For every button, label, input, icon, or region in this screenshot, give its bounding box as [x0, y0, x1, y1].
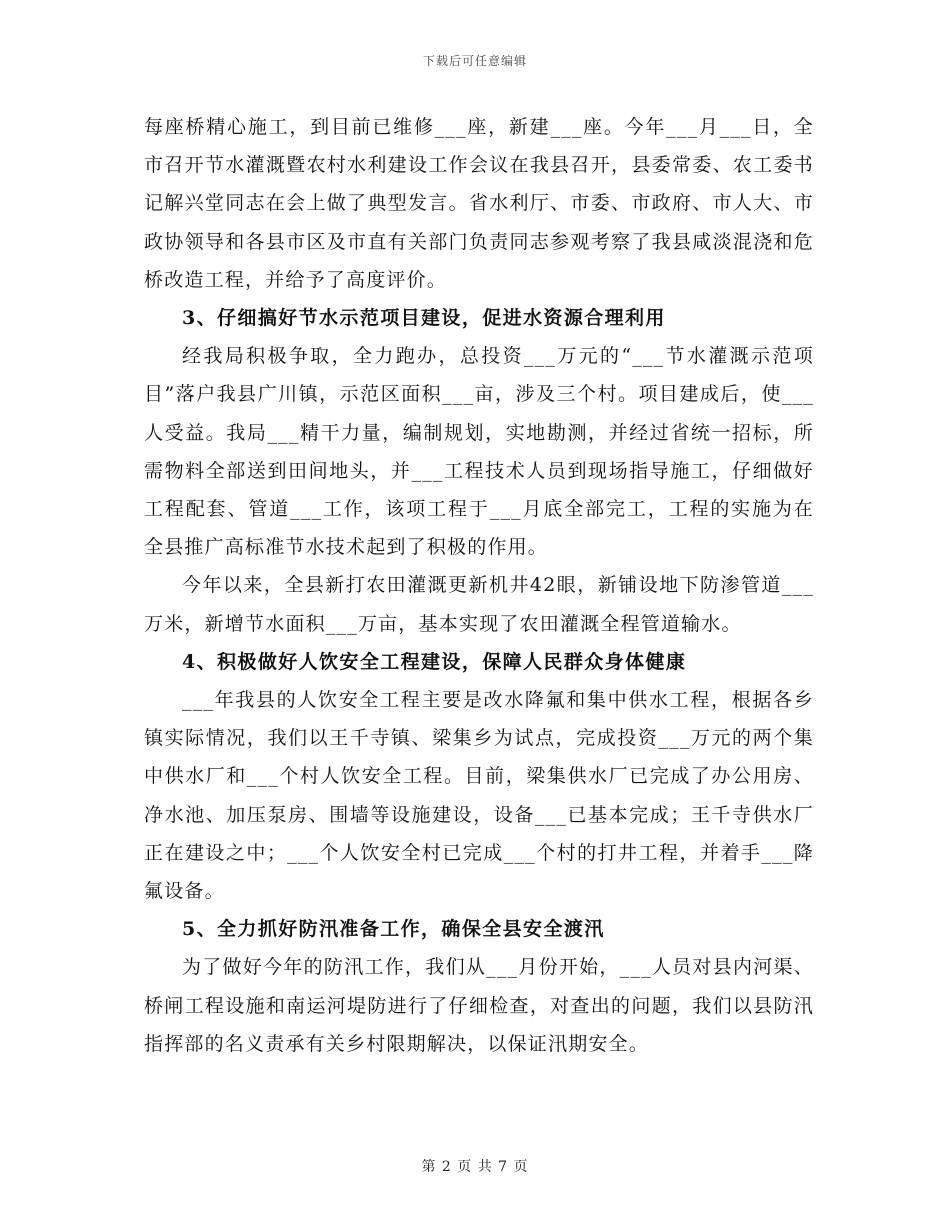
page-number: 第 2 页 共 7 页 [421, 1159, 529, 1175]
paragraph: ___年我县的人饮安全工程主要是改水降氟和集中供水工程，根据各乡镇实际情况，我们以王千寺镇、梁集乡为试点，完成投资___万元的两个集中供水厂和___个村人饮安全工程。目前，梁集供水厂已完成了办公用房、净水池、加压泵房、围墙等设施建设，设备___已基本完成；王千寺供水厂正在建设之中；___个人饮安全村已完成___个村的打井工程，并着手___降氟设备。 [144, 689, 814, 903]
document-body [144, 108, 814, 1063]
paragraph: 每座桥精心施工，到目前已维修___座，新建___座。今年___月___日，全市召开节水灌溉暨农村水利建设工作会议在我县召开，县委常委、农工委书记解兴堂同志在会上做了典型发言。省水利厅、市委、市政府、市人大、市政协领导和各县市区及市直有关部门负责同志参观考察了我县咸淡混浇和危桥改造工程，并给予了高度评价。 [144, 116, 814, 291]
paragraph: 今年以来，全县新打农田灌溉更新机井42眼，新铺设地下防渗管道___万米，新增节水面积___万亩，基本实现了农田灌溉全程管道输水。 [144, 574, 814, 635]
section-heading: 4、积极做好人饮安全工程建设，保障人民群众身体健康 [182, 650, 687, 673]
section-heading: 3、仔细搞好节水示范项目建设，促进水资源合理利用 [182, 307, 666, 330]
page-header: 下载后可任意编辑 [422, 54, 527, 68]
paragraph: 为了做好今年的防汛工作，我们从___月份开始，___人员对县内河渠、桥闸工程设施和南运河堤防进行了仔细检查，对查出的问题，我们以县防汛指挥部的名义责承有关乡村限期解决，以保证汛期安全。 [144, 956, 814, 1055]
section-heading: 5、全力抓好防汛准备工作，确保全县安全渡汛 [182, 918, 605, 941]
paragraph: 经我局积极争取，全力跑办，总投资___万元的“___节水灌溉示范项目”落户我县广川镇，示范区面积___亩，涉及三个村。项目建成后，使___人受益。我局___精干力量，编制规划，实地勘测，并经过省统一招标，所需物料全部送到田间地头，并___工程技术人员到现场指导施工，仔细做好工程配套、管道___工作，该项工程于___月底全部完工，工程的实施为在全县推广高标准节水技术起到了积极的作用。 [144, 345, 814, 559]
